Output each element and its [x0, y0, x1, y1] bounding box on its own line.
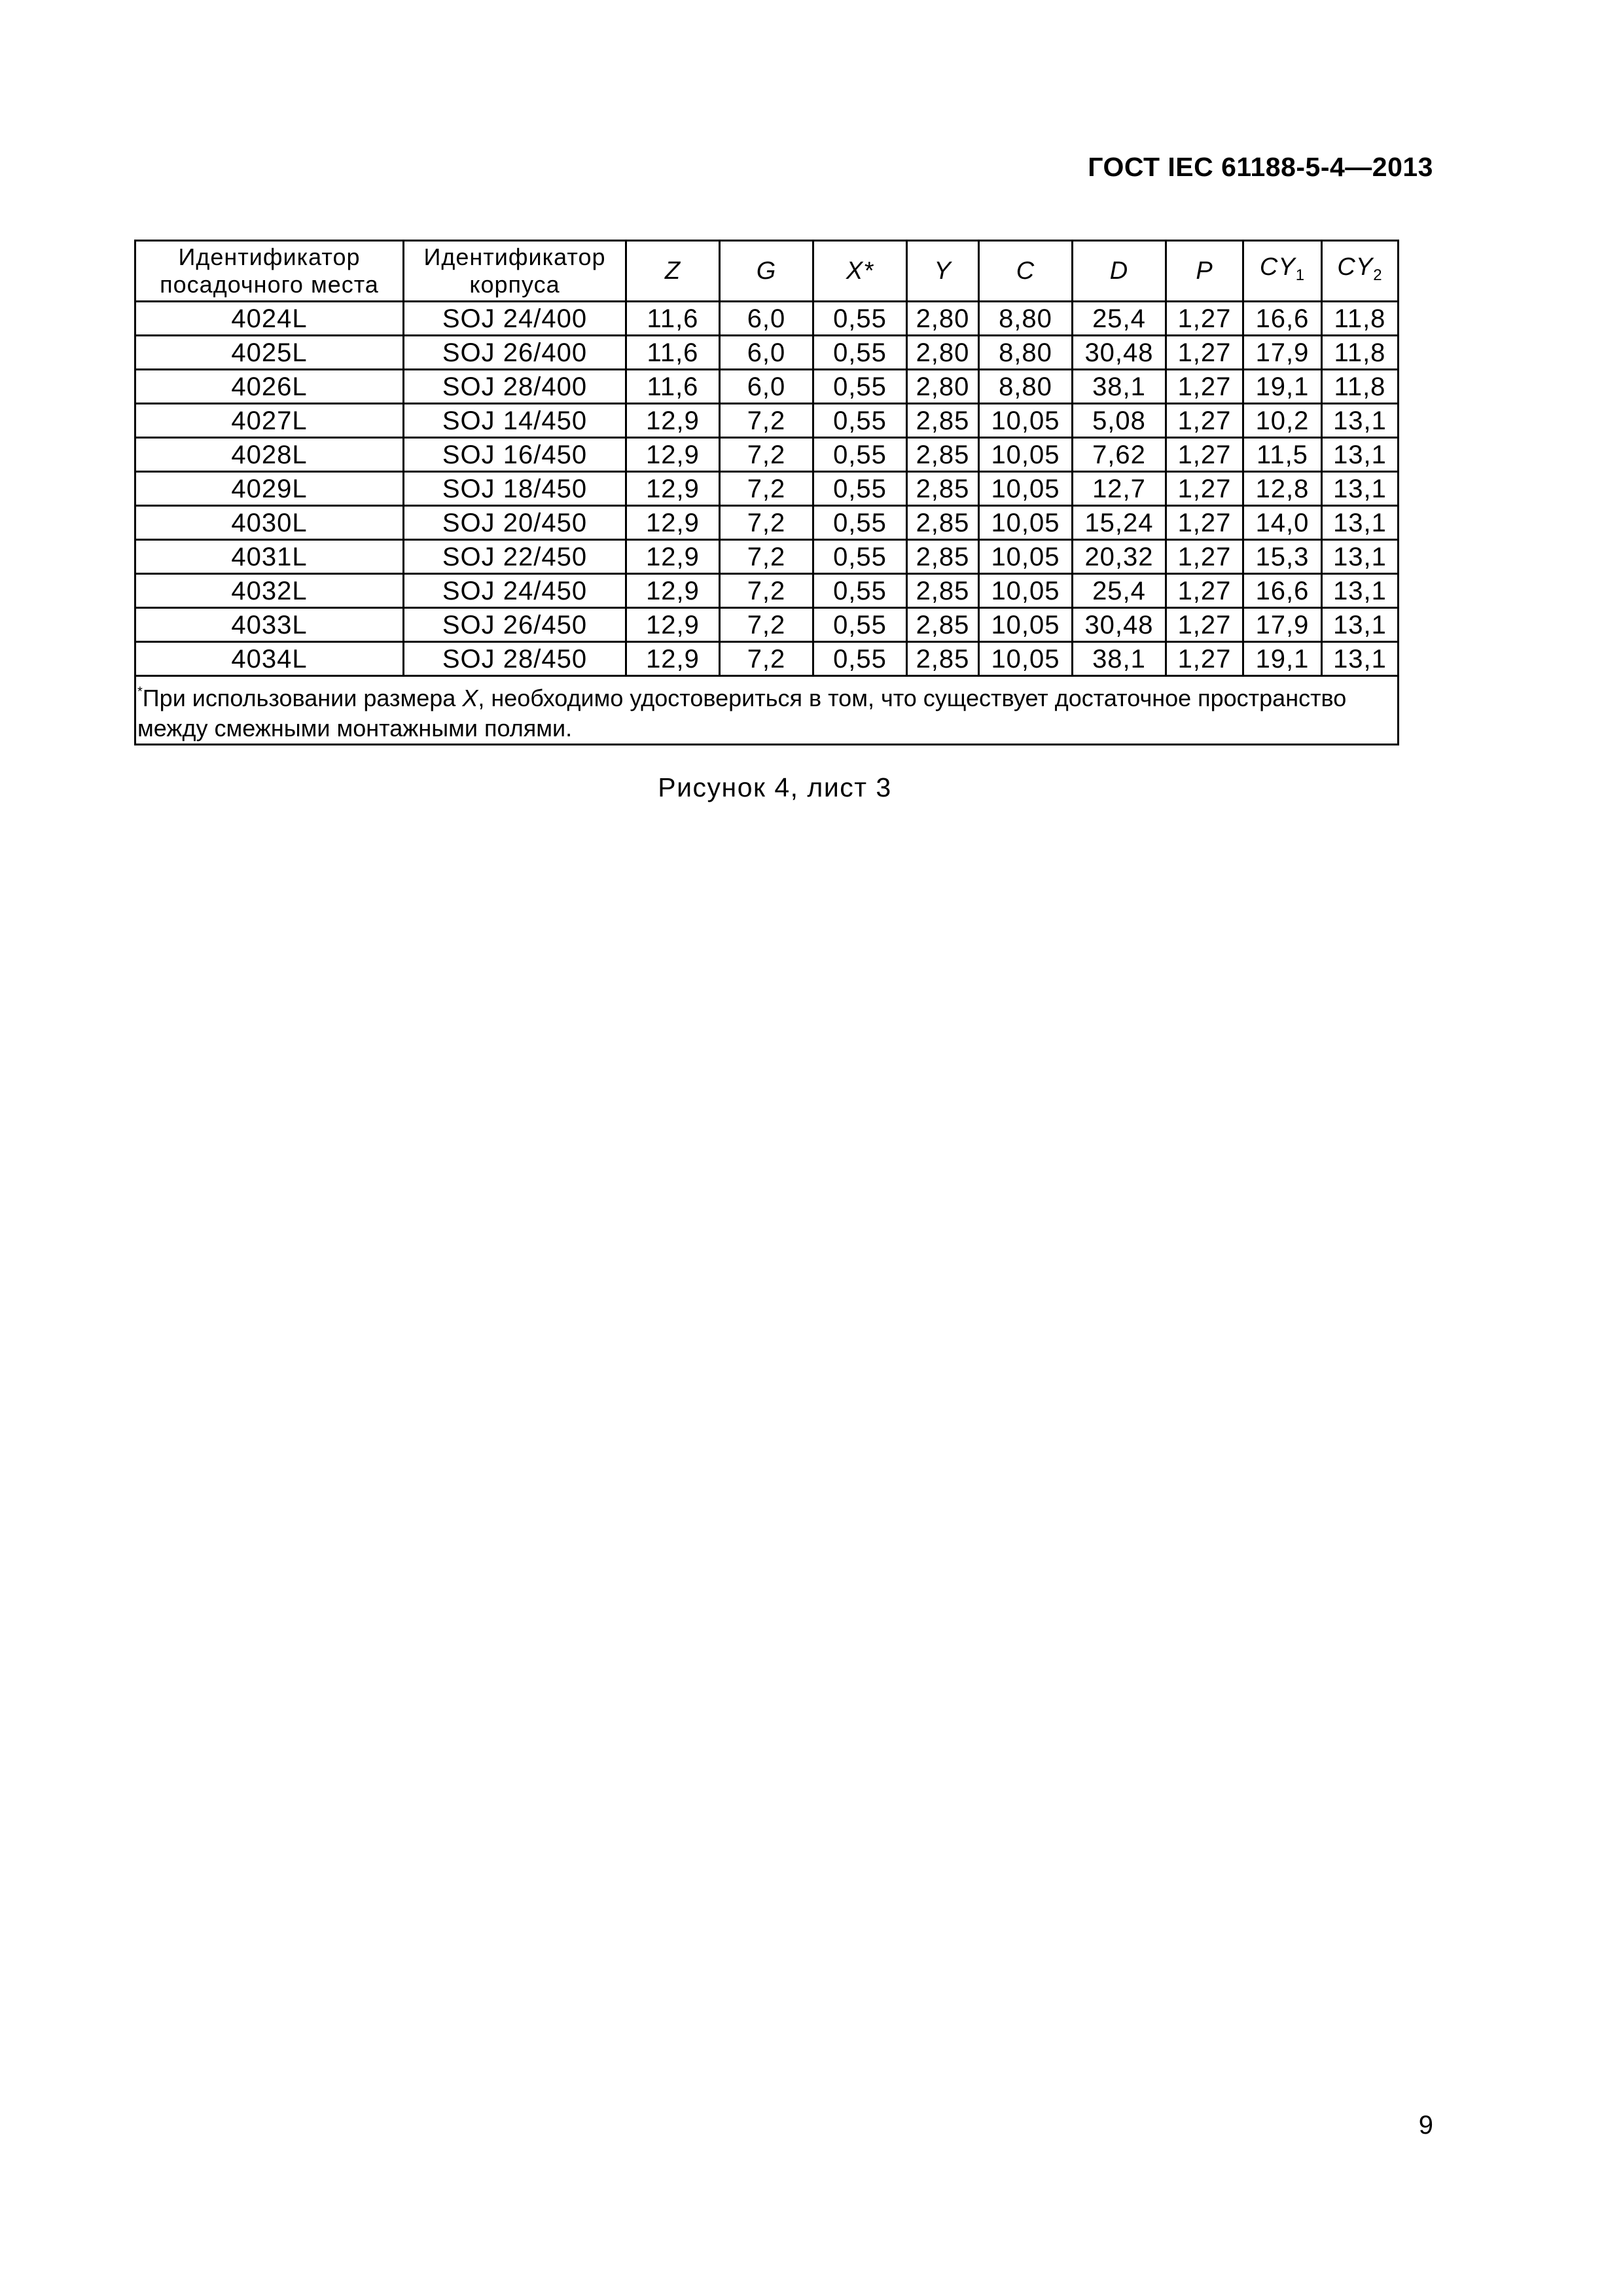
- cell-p: 1,27: [1166, 370, 1243, 404]
- cell-z: 12,9: [626, 438, 720, 472]
- column-header-c: C: [979, 241, 1073, 302]
- table-row: [135, 438, 1399, 472]
- cell-d: 25,4: [1073, 302, 1166, 336]
- table-row: [135, 336, 1399, 370]
- cell-cy2: 11,8: [1322, 302, 1399, 336]
- cell-cy2: 13,1: [1322, 472, 1399, 506]
- figure-caption: Рисунок 4, лист 3: [658, 772, 892, 802]
- cell-z: 12,9: [626, 506, 720, 540]
- column-header-symbol: CY: [1337, 253, 1374, 281]
- column-header-subscript: 1: [1295, 266, 1306, 284]
- column-header-land-pattern-id: [135, 241, 404, 302]
- cell-y: 2,80: [907, 302, 979, 336]
- cell-p: 1,27: [1166, 438, 1243, 472]
- table-footnote: [135, 676, 1399, 745]
- cell-package-id: SOJ 24/450: [404, 574, 626, 608]
- table-row: [135, 472, 1399, 506]
- cell-z: 12,9: [626, 540, 720, 574]
- cell-g: 6,0: [720, 336, 813, 370]
- cell-package-id: SOJ 26/450: [404, 608, 626, 642]
- cell-p: 1,27: [1166, 642, 1243, 676]
- cell-p: 1,27: [1166, 540, 1243, 574]
- cell-y: 2,85: [907, 574, 979, 608]
- cell-c: 10,05: [979, 608, 1073, 642]
- cell-z: 11,6: [626, 370, 720, 404]
- cell-x: 0,55: [813, 642, 907, 676]
- cell-p: 1,27: [1166, 472, 1243, 506]
- cell-c: 10,05: [979, 404, 1073, 438]
- cell-x: 0,55: [813, 574, 907, 608]
- cell-land-pattern-id: 4032L: [135, 574, 404, 608]
- cell-package-id: SOJ 24/400: [404, 302, 626, 336]
- cell-cy1: 17,9: [1243, 336, 1322, 370]
- cell-y: 2,85: [907, 404, 979, 438]
- footnote-text-before: При использовании размера: [142, 685, 463, 711]
- cell-d: 12,7: [1073, 472, 1166, 506]
- cell-land-pattern-id: 4024L: [135, 302, 404, 336]
- table-row: [135, 404, 1399, 438]
- cell-g: 6,0: [720, 302, 813, 336]
- cell-z: 12,9: [626, 608, 720, 642]
- footnote-row: [135, 676, 1399, 745]
- cell-g: 7,2: [720, 404, 813, 438]
- cell-cy2: 11,8: [1322, 370, 1399, 404]
- column-header-package-id: [404, 241, 626, 302]
- cell-z: 12,9: [626, 642, 720, 676]
- cell-cy2: 13,1: [1322, 574, 1399, 608]
- cell-land-pattern-id: 4027L: [135, 404, 404, 438]
- column-header-d: D: [1073, 241, 1166, 302]
- cell-cy1: 12,8: [1243, 472, 1322, 506]
- cell-cy1: 10,2: [1243, 404, 1322, 438]
- cell-z: 12,9: [626, 472, 720, 506]
- cell-x: 0,55: [813, 438, 907, 472]
- cell-p: 1,27: [1166, 506, 1243, 540]
- cell-cy1: 16,6: [1243, 302, 1322, 336]
- column-header-symbol: CY: [1259, 253, 1296, 281]
- cell-cy1: 19,1: [1243, 370, 1322, 404]
- cell-package-id: SOJ 22/450: [404, 540, 626, 574]
- cell-cy2: 13,1: [1322, 540, 1399, 574]
- cell-z: 11,6: [626, 336, 720, 370]
- table-row: [135, 608, 1399, 642]
- cell-d: 30,48: [1073, 608, 1166, 642]
- cell-x: 0,55: [813, 336, 907, 370]
- footnote-variable: X: [462, 685, 478, 711]
- cell-land-pattern-id: 4029L: [135, 472, 404, 506]
- cell-y: 2,80: [907, 370, 979, 404]
- cell-d: 38,1: [1073, 370, 1166, 404]
- column-header-line: корпуса: [469, 271, 560, 298]
- cell-land-pattern-id: 4031L: [135, 540, 404, 574]
- cell-land-pattern-id: 4033L: [135, 608, 404, 642]
- cell-cy1: 15,3: [1243, 540, 1322, 574]
- cell-cy1: 19,1: [1243, 642, 1322, 676]
- cell-g: 7,2: [720, 472, 813, 506]
- cell-land-pattern-id: 4034L: [135, 642, 404, 676]
- cell-c: 8,80: [979, 336, 1073, 370]
- cell-x: 0,55: [813, 404, 907, 438]
- cell-package-id: SOJ 28/450: [404, 642, 626, 676]
- cell-p: 1,27: [1166, 302, 1243, 336]
- cell-c: 10,05: [979, 540, 1073, 574]
- cell-y: 2,85: [907, 506, 979, 540]
- document-header: ГОСТ IEC 61188-5-4—2013: [1088, 152, 1433, 182]
- cell-package-id: SOJ 16/450: [404, 438, 626, 472]
- cell-cy2: 13,1: [1322, 506, 1399, 540]
- cell-x: 0,55: [813, 540, 907, 574]
- cell-y: 2,85: [907, 642, 979, 676]
- cell-x: 0,55: [813, 472, 907, 506]
- cell-d: 7,62: [1073, 438, 1166, 472]
- cell-z: 12,9: [626, 574, 720, 608]
- table-header-row: [135, 241, 1399, 302]
- table-body: [135, 302, 1399, 676]
- column-header-line: Идентификатор: [423, 243, 606, 270]
- cell-y: 2,85: [907, 540, 979, 574]
- cell-p: 1,27: [1166, 574, 1243, 608]
- cell-g: 7,2: [720, 642, 813, 676]
- cell-g: 7,2: [720, 506, 813, 540]
- cell-d: 5,08: [1073, 404, 1166, 438]
- cell-land-pattern-id: 4028L: [135, 438, 404, 472]
- cell-cy1: 16,6: [1243, 574, 1322, 608]
- cell-c: 10,05: [979, 506, 1073, 540]
- cell-d: 15,24: [1073, 506, 1166, 540]
- cell-p: 1,27: [1166, 336, 1243, 370]
- cell-g: 7,2: [720, 438, 813, 472]
- cell-g: 7,2: [720, 608, 813, 642]
- footnote-mark: *: [137, 685, 143, 699]
- cell-cy1: 14,0: [1243, 506, 1322, 540]
- cell-cy1: 17,9: [1243, 608, 1322, 642]
- cell-land-pattern-id: 4026L: [135, 370, 404, 404]
- cell-package-id: SOJ 26/400: [404, 336, 626, 370]
- column-header-cy2: [1322, 241, 1399, 302]
- cell-c: 10,05: [979, 642, 1073, 676]
- cell-g: 7,2: [720, 540, 813, 574]
- column-header-p: P: [1166, 241, 1243, 302]
- cell-package-id: SOJ 20/450: [404, 506, 626, 540]
- table-row: [135, 574, 1399, 608]
- cell-cy2: 13,1: [1322, 404, 1399, 438]
- cell-c: 10,05: [979, 438, 1073, 472]
- cell-g: 6,0: [720, 370, 813, 404]
- cell-y: 2,80: [907, 336, 979, 370]
- cell-package-id: SOJ 28/400: [404, 370, 626, 404]
- cell-x: 0,55: [813, 608, 907, 642]
- cell-cy2: 13,1: [1322, 642, 1399, 676]
- page-number: 9: [1418, 2111, 1433, 2140]
- cell-c: 8,80: [979, 302, 1073, 336]
- cell-y: 2,85: [907, 608, 979, 642]
- cell-package-id: SOJ 18/450: [404, 472, 626, 506]
- cell-x: 0,55: [813, 370, 907, 404]
- table-row: [135, 506, 1399, 540]
- cell-c: 10,05: [979, 472, 1073, 506]
- table-row: [135, 302, 1399, 336]
- cell-y: 2,85: [907, 472, 979, 506]
- cell-d: 30,48: [1073, 336, 1166, 370]
- cell-land-pattern-id: 4030L: [135, 506, 404, 540]
- cell-land-pattern-id: 4025L: [135, 336, 404, 370]
- cell-c: 8,80: [979, 370, 1073, 404]
- footprint-dimension-table: [134, 240, 1399, 745]
- cell-package-id: SOJ 14/450: [404, 404, 626, 438]
- cell-cy2: 13,1: [1322, 608, 1399, 642]
- cell-p: 1,27: [1166, 608, 1243, 642]
- column-header-subscript: 2: [1373, 266, 1383, 284]
- column-header-cy1: [1243, 241, 1322, 302]
- column-header-z: Z: [626, 241, 720, 302]
- column-header-line: Идентификатор: [178, 243, 361, 270]
- cell-cy1: 11,5: [1243, 438, 1322, 472]
- column-header-y: Y: [907, 241, 979, 302]
- cell-y: 2,85: [907, 438, 979, 472]
- table-row: [135, 370, 1399, 404]
- column-header-g: G: [720, 241, 813, 302]
- cell-p: 1,27: [1166, 404, 1243, 438]
- footnote-text-after: , необходимо удостовериться в том, что существует достаточное пространство между смежными монтажными полями.: [137, 685, 1347, 742]
- table-row: [135, 642, 1399, 676]
- cell-z: 11,6: [626, 302, 720, 336]
- column-header-x: X*: [813, 241, 907, 302]
- cell-d: 38,1: [1073, 642, 1166, 676]
- cell-d: 25,4: [1073, 574, 1166, 608]
- column-header-line: посадочного места: [160, 271, 379, 298]
- cell-z: 12,9: [626, 404, 720, 438]
- cell-c: 10,05: [979, 574, 1073, 608]
- cell-cy2: 13,1: [1322, 438, 1399, 472]
- cell-x: 0,55: [813, 506, 907, 540]
- cell-cy2: 11,8: [1322, 336, 1399, 370]
- cell-d: 20,32: [1073, 540, 1166, 574]
- table-row: [135, 540, 1399, 574]
- cell-x: 0,55: [813, 302, 907, 336]
- cell-g: 7,2: [720, 574, 813, 608]
